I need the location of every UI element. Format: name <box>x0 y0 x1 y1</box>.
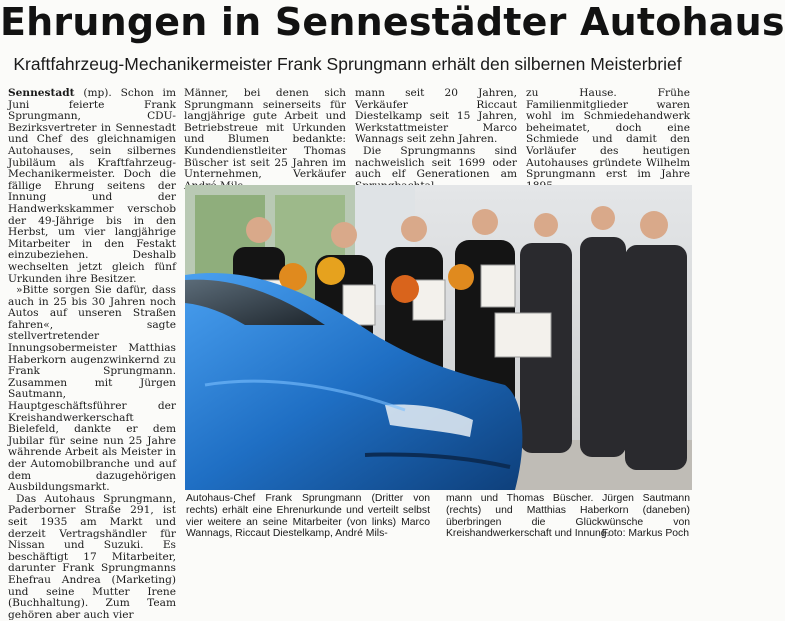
article-column-3 <box>355 88 517 192</box>
article-column-1 <box>8 88 176 621</box>
headline: Ehrungen in Sennestädter Autohaus <box>0 0 785 44</box>
article-paragraph-4: Männer, bei denen sich Sprungmann seinerseits für langjährige gute Arbeit und Betriebstreue mit Urkunden und Blumen bedankte: Kundendienstleiter Thomas Büscher ist seit 25 Jahren im Unternehmen, Verkäufer <box>184 87 346 181</box>
photo-caption-left: Autohaus-Chef Frank Sprungmann (Dritter von rechts) erhält eine Ehrenurkunde und verteilt selbst vier weitere an seine Mitarbeiter (von links) Marco Wannags, Riccaut Diestelkamp, André Mils- <box>186 493 430 540</box>
dateline: Sennestadt <box>8 87 75 99</box>
article-column-4 <box>526 88 690 192</box>
article-photo <box>185 185 692 490</box>
photo-credit: Foto: Markus Poch <box>601 528 689 539</box>
article-paragraph-5: mann seit 20 Jahren, Verkäufer Riccaut Diestelkamp seit 15 Jahren, Werkstattmeister Marco Wannags seit zehn Jahren. <box>355 87 517 146</box>
article-paragraph-2: »Bitte sorgen Sie dafür, dass auch in 25 bis 30 Jahren noch Autos auf unseren Straßen fahren«, sagte stellvertretender Innungsobermeister Matthias Haberkorn augenzwinkernd zu Frank Sprungmann. Zusammen mit Jürgen Sautmann, Hauptgeschäftsführer der Kreishandwerkerschaft Bielefeld, dankte er dem Jubilar für seine nun 25 Jahre währende Arbeit als Meister in der Automobilbranche und auf dem dazugehörigen Ausbildungsmarkt. <box>8 284 176 494</box>
subheadline: Kraftfahrzeug-Mechanikermeister Frank Sprungmann erhält den silbernen Meisterbrief <box>13 54 682 74</box>
article-paragraph-1: Sennestadt (mp). Schon im Juni feierte Frank Sprungmann, CDU-Bezirksvertreter in Sennestadt und Chef des gleichnamigen Autohauses, sein silbernes Jubiläum als Kraftfahrzeug-Mechanikermeister. Doch die fällige Ehrung seitens der Innung und der Handwerkskammer verschob der 49-Jährige bis in den Herbst, um vier langjährige Mitarbeiter in den Festakt einzubeziehen. Deshalb wechselten jetzt gleich fünf Urkunden ihre Besitzer. <box>8 87 176 285</box>
article-paragraph-3: Das Autohaus Sprungmann, Paderborner Straße 291, ist seit 1935 am Markt und derzeit Vertragshändler für Nissan und Suzuki. Es beschäftigt 17 Mitarbeiter, darunter Frank Sprungmanns Ehefrau Andrea (Marketing) und seine Mutter Irene (Buchhaltung). Zum Team gehören aber auch vier <box>8 492 176 621</box>
article-column-2 <box>184 88 346 192</box>
photo-caption-right: mann und Thomas Büscher. Jürgen Sautmann (rechts) und Matthias Haberkorn (daneben) überbringen die Glückwünsche von Kreishandwerkerschaft und Innung. <box>446 493 690 540</box>
photo-illustration <box>185 185 692 490</box>
article-paragraph-6: Die Sprungmanns sind nachweislich seit 1699 oder auch elf Generationen am <box>355 144 517 181</box>
article-paragraph-7: zu Hause. Frühe Familienmitglieder waren wohl im Schmiedehandwerk beheimatet, doch eine Schmiede und damit den Vorläufer des heutigen Autohauses gründete Wilhelm Sprungmann erst im Jahre <box>526 87 690 181</box>
